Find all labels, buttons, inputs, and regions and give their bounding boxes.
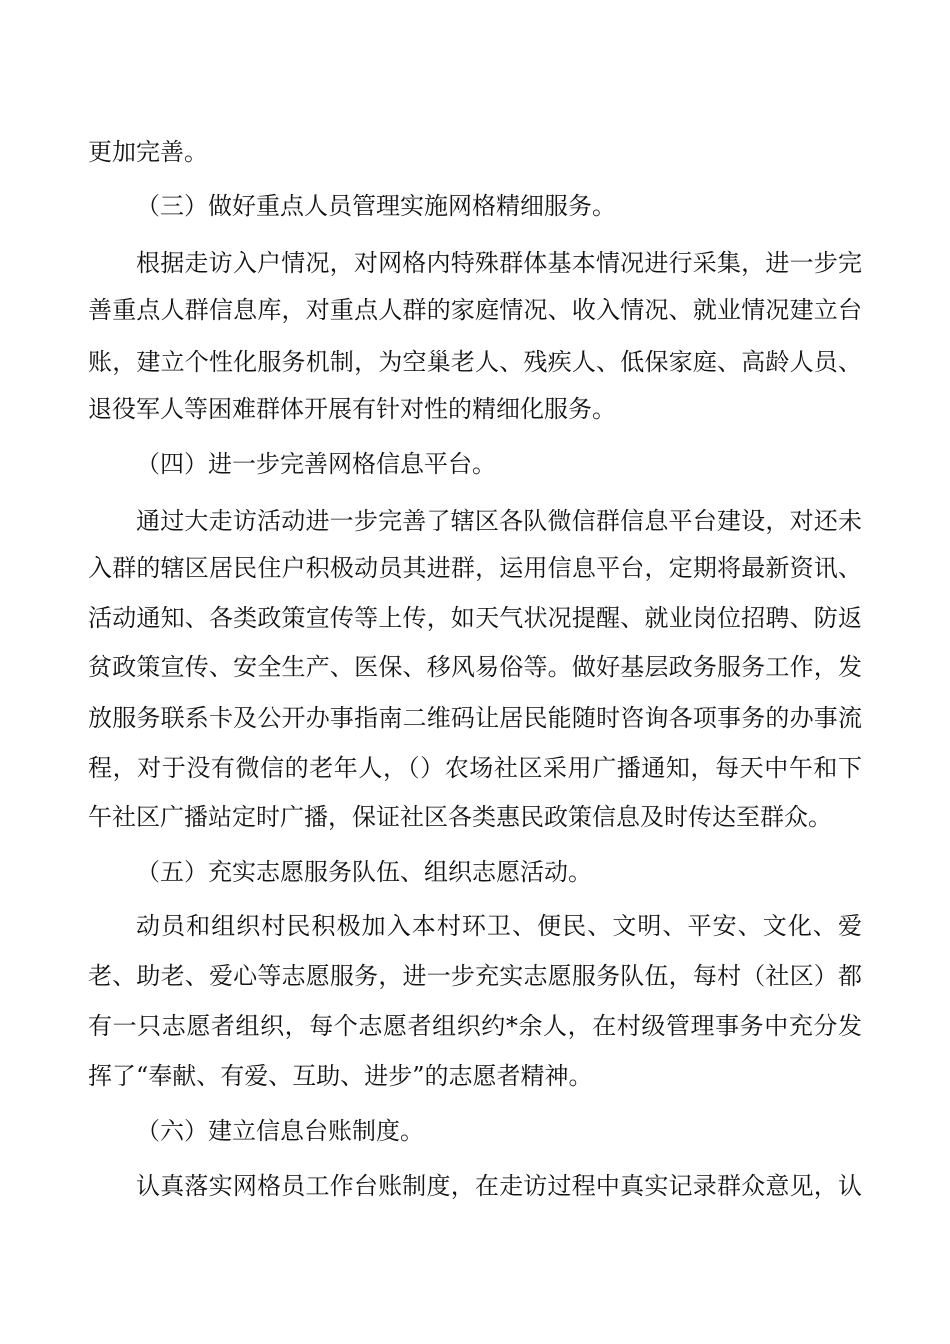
paragraph-line: 程，对于没有微信的老年人，（）农场社区采用广播通知，每天中午和下 <box>88 754 862 782</box>
paragraph-line: 挥了“奉献、有爱、互助、进步”的志愿者精神。 <box>88 1062 593 1090</box>
paragraph-line: 账，建立个性化服务机制，为空巢老人、残疾人、低保家庭、高龄人员、 <box>88 348 862 376</box>
paragraph-line: 通过大走访活动进一步完善了辖区各队微信群信息平台建设，对还未 <box>136 507 862 535</box>
paragraph-line: 动员和组织村民积极加入本村环卫、便民、文明、平安、文化、爱 <box>136 912 862 940</box>
paragraph-line: 老、助老、爱心等志愿服务，进一步充实志愿服务队伍，每村（社区）都 <box>88 962 862 990</box>
paragraph-line: 有一只志愿者组织，每个志愿者组织约*余人，在村级管理事务中充分发 <box>88 1012 862 1040</box>
section-heading: （五）充实志愿服务队伍、组织志愿活动。 <box>136 858 592 886</box>
paragraph-line: 午社区广播站定时广播，保证社区各类惠民政策信息及时传达至群众。 <box>88 803 832 831</box>
paragraph-line: 贫政策宣传、安全生产、医保、移风易俗等。做好基层政务服务工作，发 <box>88 653 862 681</box>
paragraph-line: 活动通知、各类政策宣传等上传，如天气状况提醒、就业岗位招聘、防返 <box>88 604 862 632</box>
paragraph-line: 放服务联系卡及公开办事指南二维码让居民能随时咨询各项事务的办事流 <box>88 704 862 732</box>
paragraph-line: 认真落实网格员工作台账制度，在走访过程中真实记录群众意见，认 <box>136 1172 862 1200</box>
section-heading: （三）做好重点人员管理实施网格精细服务。 <box>136 192 616 220</box>
paragraph-line: 更加完善。 <box>88 138 208 166</box>
paragraph-line: 善重点人群信息库，对重点人群的家庭情况、收入情况、就业情况建立台 <box>88 296 862 324</box>
paragraph-line: 根据走访入户情况，对网格内特殊群体基本情况进行采集，进一步完 <box>136 249 862 277</box>
paragraph-line: 入群的辖区居民住户积极动员其进群，运用信息平台，定期将最新资讯、 <box>88 554 862 582</box>
section-heading: （六）建立信息台账制度。 <box>136 1117 424 1145</box>
section-heading: （四）进一步完善网格信息平台。 <box>136 450 496 478</box>
paragraph-line: 退役军人等困难群体开展有针对性的精细化服务。 <box>88 395 616 423</box>
